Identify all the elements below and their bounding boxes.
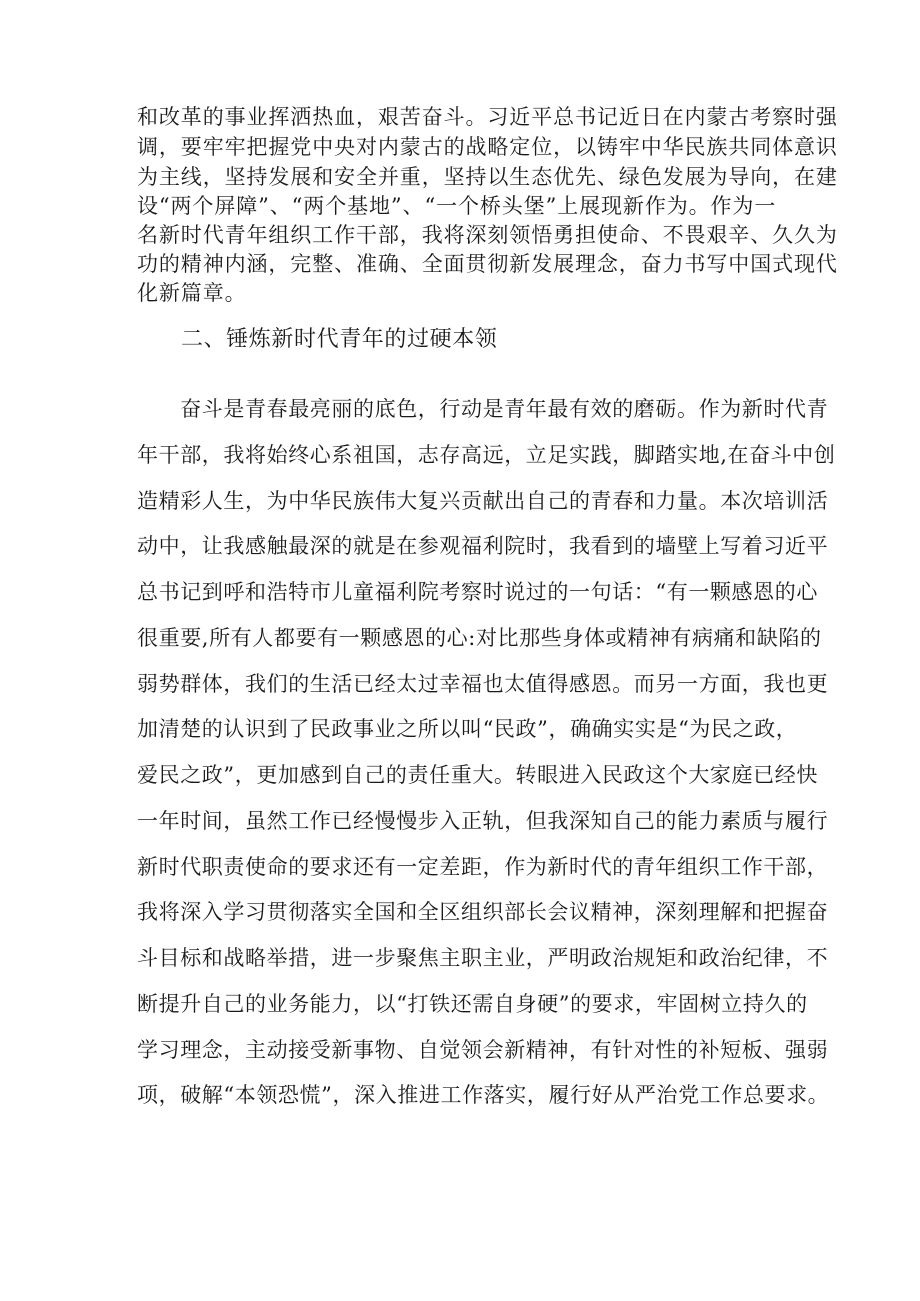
paragraph-line: 和改革的事业挥洒热血，艰苦奋斗。习近平总书记近日在内蒙古考察时强 bbox=[137, 105, 838, 129]
paragraph-line: 加清楚的认识到了民政事业之所以叫“民政”，确确实实是“为民之政， bbox=[137, 717, 798, 741]
paragraph-line: 设“两个屏障”、“两个基地”、“一个桥头堡”上展现新作为。作为一 bbox=[137, 194, 777, 218]
paragraph-line: 爱民之政”，更加感到自己的责任重大。转眼进入民政这个大家庭已经快 bbox=[137, 763, 818, 787]
paragraph-line: 总书记到呼和浩特市儿童福利院考察时说过的一句话：“有一颗感恩的心 bbox=[137, 580, 818, 604]
paragraph-line: 学习理念，主动接受新事物、自觉领会新精神，有针对性的补短板、强弱 bbox=[137, 1038, 829, 1062]
paragraph-line: 年干部，我将始终心系祖国，志存高远，立足实践，脚踏实地,在奋斗中创 bbox=[137, 443, 836, 467]
paragraph-line: 为主线，坚持发展和安全并重，坚持以生态优先、绿色发展为导向，在建 bbox=[137, 165, 838, 189]
paragraph-line: 断提升自己的业务能力，以“打铁还需自身硬”的要求，牢固树立持久的 bbox=[137, 992, 808, 1016]
paragraph-line: 造精彩人生，为中华民族伟大复兴贡献出自己的青春和力量。本次培训活 bbox=[137, 489, 829, 513]
paragraph-line: 斗目标和战略举措，进一步聚焦主职主业，严明政治规矩和政治纪律，不 bbox=[137, 946, 829, 970]
paragraph-line: 新时代职责使命的要求还有一定差距，作为新时代的青年组织工作干部， bbox=[137, 855, 829, 879]
section-heading: 二、锤炼新时代青年的过硬本领 bbox=[181, 327, 498, 352]
paragraph-line: 弱势群体，我们的生活已经太过幸福也太值得感恩。而另一方面，我也更 bbox=[137, 672, 829, 696]
paragraph-line: 化新篇章。 bbox=[137, 281, 247, 305]
paragraph-line: 动中，让我感触最深的就是在参观福利院时，我看到的墙壁上写着习近平 bbox=[137, 534, 829, 558]
paragraph-line: 一年时间，虽然工作已经慢慢步入正轨，但我深知自己的能力素质与履行 bbox=[137, 809, 829, 833]
paragraph-line: 名新时代青年组织工作干部，我将深刻领悟勇担使命、不畏艰辛、久久为 bbox=[137, 223, 838, 247]
paragraph-line: 项，破解“本领恐慌”，深入推进工作落实，履行好从严治党工作总要求。 bbox=[137, 1083, 830, 1107]
paragraph-line: 我将深入学习贯彻落实全国和全区组织部长会议精神，深刻理解和把握奋 bbox=[137, 900, 829, 924]
paragraph-line: 功的精神内涵，完整、准确、全面贯彻新发展理念，奋力书写中国式现代 bbox=[137, 252, 838, 276]
paragraph-line: 奋斗是青春最亮丽的底色，行动是青年最有效的磨砺。作为新时代青 bbox=[137, 397, 829, 421]
paragraph-line: 调，要牢牢把握党中央对内蒙古的战略定位，以铸牢中华民族共同体意识 bbox=[137, 135, 838, 159]
paragraph-line: 很重要,所有人都要有一颗感恩的心:对比那些身体或精神有病痛和缺陷的 bbox=[137, 626, 822, 650]
